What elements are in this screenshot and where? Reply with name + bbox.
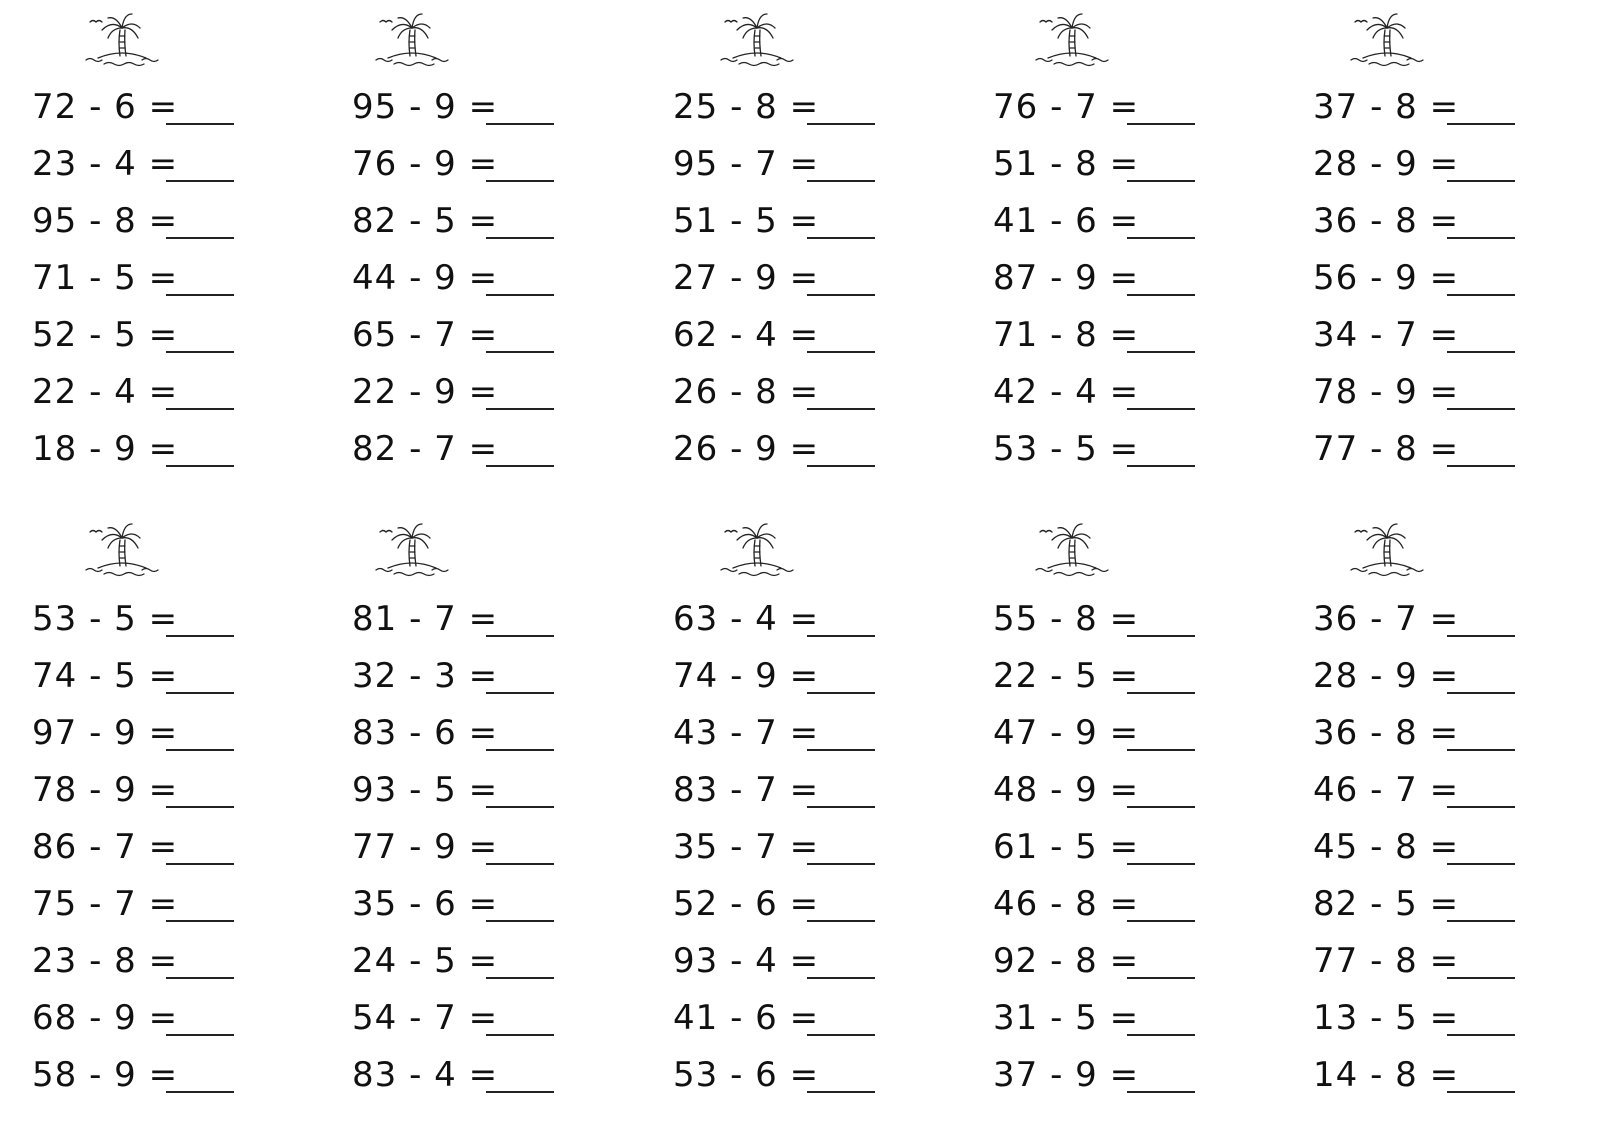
problem-expression: 27 - 9 = (673, 258, 820, 298)
problem-row (1313, 243, 1515, 300)
answer-blank[interactable] (1447, 290, 1515, 296)
problem-row (352, 698, 554, 755)
problem-row (993, 357, 1195, 414)
problem-expression: 93 - 5 = (352, 770, 499, 810)
problem-expression: 47 - 9 = (993, 713, 1140, 753)
problem-expression: 93 - 4 = (673, 941, 820, 981)
problem-expression: 14 - 8 = (1313, 1055, 1460, 1095)
problem-expression: 13 - 5 = (1313, 998, 1460, 1038)
problem-row (32, 755, 234, 812)
answer-blank[interactable] (166, 176, 234, 182)
problem-expression: 23 - 4 = (32, 144, 179, 184)
answer-blank[interactable] (166, 347, 234, 353)
answer-blank[interactable] (1127, 461, 1195, 467)
problem-expression: 81 - 7 = (352, 599, 499, 639)
answer-blank[interactable] (1127, 290, 1195, 296)
answer-blank[interactable] (807, 347, 875, 353)
problem-expression: 74 - 5 = (32, 656, 179, 696)
answer-blank[interactable] (1447, 688, 1515, 694)
problem-expression: 42 - 4 = (993, 372, 1140, 412)
answer-blank[interactable] (486, 461, 554, 467)
problem-row (673, 300, 875, 357)
problem-expression: 77 - 9 = (352, 827, 499, 867)
problem-row (1313, 698, 1515, 755)
answer-blank[interactable] (166, 119, 234, 125)
answer-blank[interactable] (807, 631, 875, 637)
problem-row (673, 926, 875, 983)
problem-row (993, 755, 1195, 812)
answer-blank[interactable] (166, 1030, 234, 1036)
answer-blank[interactable] (166, 290, 234, 296)
palm-island-icon (715, 518, 799, 578)
problem-expression: 92 - 8 = (993, 941, 1140, 981)
answer-blank[interactable] (807, 802, 875, 808)
problem-row (1313, 186, 1515, 243)
answer-blank[interactable] (166, 1087, 234, 1093)
problem-row (673, 983, 875, 1040)
problem-expression: 26 - 9 = (673, 429, 820, 469)
answer-blank[interactable] (166, 233, 234, 239)
problem-expression: 44 - 9 = (352, 258, 499, 298)
answer-blank[interactable] (486, 631, 554, 637)
problem-row (32, 300, 234, 357)
answer-blank[interactable] (486, 176, 554, 182)
problem-row (1313, 414, 1515, 471)
answer-blank[interactable] (1127, 404, 1195, 410)
problem-row (993, 1040, 1195, 1097)
problem-row (673, 584, 875, 641)
answer-blank[interactable] (1447, 347, 1515, 353)
problem-expression: 35 - 6 = (352, 884, 499, 924)
problem-row (32, 869, 234, 926)
problem-expression: 78 - 9 = (32, 770, 179, 810)
answer-blank[interactable] (807, 290, 875, 296)
problem-row (673, 1040, 875, 1097)
problem-expression: 54 - 7 = (352, 998, 499, 1038)
answer-blank[interactable] (486, 973, 554, 979)
problem-row (352, 129, 554, 186)
answer-blank[interactable] (1447, 176, 1515, 182)
problem-row (673, 186, 875, 243)
problem-expression: 87 - 9 = (993, 258, 1140, 298)
problem-column (1313, 584, 1515, 1097)
answer-blank[interactable] (166, 802, 234, 808)
problem-row (1313, 926, 1515, 983)
problem-column (1313, 72, 1515, 471)
answer-blank[interactable] (486, 347, 554, 353)
problem-expression: 78 - 9 = (1313, 372, 1460, 412)
problem-expression: 77 - 8 = (1313, 941, 1460, 981)
problem-expression: 61 - 5 = (993, 827, 1140, 867)
answer-blank[interactable] (1447, 1030, 1515, 1036)
answer-blank[interactable] (1447, 631, 1515, 637)
problem-row (32, 641, 234, 698)
problem-row (1313, 755, 1515, 812)
palm-island-icon (1345, 8, 1429, 68)
problem-expression: 36 - 8 = (1313, 713, 1460, 753)
answer-blank[interactable] (807, 859, 875, 865)
problem-row (993, 926, 1195, 983)
problem-column (352, 584, 554, 1097)
problem-row (32, 414, 234, 471)
problem-row (993, 869, 1195, 926)
problem-row (352, 357, 554, 414)
palm-island-icon (80, 8, 164, 68)
answer-blank[interactable] (1127, 1030, 1195, 1036)
problem-row (1313, 357, 1515, 414)
problem-row (1313, 641, 1515, 698)
problem-expression: 23 - 8 = (32, 941, 179, 981)
answer-blank[interactable] (1447, 233, 1515, 239)
problem-row (993, 414, 1195, 471)
problem-expression: 75 - 7 = (32, 884, 179, 924)
answer-blank[interactable] (486, 745, 554, 751)
answer-blank[interactable] (1127, 859, 1195, 865)
answer-blank[interactable] (166, 916, 234, 922)
problem-row (993, 72, 1195, 129)
problem-expression: 95 - 7 = (673, 144, 820, 184)
answer-blank[interactable] (1447, 745, 1515, 751)
problem-expression: 45 - 8 = (1313, 827, 1460, 867)
problem-row (352, 812, 554, 869)
answer-blank[interactable] (486, 119, 554, 125)
problem-row (993, 243, 1195, 300)
problem-row (993, 641, 1195, 698)
problem-expression: 35 - 7 = (673, 827, 820, 867)
answer-blank[interactable] (807, 688, 875, 694)
problem-expression: 53 - 5 = (993, 429, 1140, 469)
problem-row (32, 129, 234, 186)
answer-blank[interactable] (807, 176, 875, 182)
problem-row (352, 926, 554, 983)
problem-row (993, 129, 1195, 186)
palm-island-icon (1345, 518, 1429, 578)
problem-row (352, 755, 554, 812)
problem-row (993, 812, 1195, 869)
problem-row (32, 357, 234, 414)
answer-blank[interactable] (1127, 233, 1195, 239)
problem-expression: 51 - 8 = (993, 144, 1140, 184)
problem-expression: 83 - 4 = (352, 1055, 499, 1095)
answer-blank[interactable] (486, 290, 554, 296)
problem-expression: 82 - 5 = (1313, 884, 1460, 924)
problem-row (673, 357, 875, 414)
problem-expression: 31 - 5 = (993, 998, 1140, 1038)
problem-expression: 46 - 7 = (1313, 770, 1460, 810)
problem-row (1313, 300, 1515, 357)
answer-blank[interactable] (807, 119, 875, 125)
answer-blank[interactable] (1127, 688, 1195, 694)
answer-blank[interactable] (1127, 119, 1195, 125)
problem-expression: 65 - 7 = (352, 315, 499, 355)
problem-row (1313, 983, 1515, 1040)
problem-expression: 18 - 9 = (32, 429, 179, 469)
answer-blank[interactable] (166, 688, 234, 694)
problem-row (993, 983, 1195, 1040)
problem-row (993, 300, 1195, 357)
problem-expression: 74 - 9 = (673, 656, 820, 696)
answer-blank[interactable] (486, 1087, 554, 1093)
answer-blank[interactable] (486, 802, 554, 808)
problem-expression: 86 - 7 = (32, 827, 179, 867)
problem-expression: 95 - 8 = (32, 201, 179, 241)
problem-expression: 26 - 8 = (673, 372, 820, 412)
problem-row (673, 869, 875, 926)
problem-row (32, 186, 234, 243)
palm-island-icon (370, 518, 454, 578)
answer-blank[interactable] (486, 859, 554, 865)
problem-row (352, 72, 554, 129)
answer-blank[interactable] (1447, 1087, 1515, 1093)
problem-expression: 71 - 5 = (32, 258, 179, 298)
problem-row (673, 755, 875, 812)
problem-row (352, 243, 554, 300)
problem-column (32, 72, 234, 471)
problem-expression: 63 - 4 = (673, 599, 820, 639)
problem-row (32, 812, 234, 869)
problem-row (32, 698, 234, 755)
problem-row (1313, 1040, 1515, 1097)
answer-blank[interactable] (1127, 802, 1195, 808)
problem-expression: 52 - 6 = (673, 884, 820, 924)
problem-expression: 55 - 8 = (993, 599, 1140, 639)
problem-row (352, 186, 554, 243)
problem-expression: 53 - 5 = (32, 599, 179, 639)
problem-row (1313, 869, 1515, 926)
problem-expression: 28 - 9 = (1313, 656, 1460, 696)
problem-row (32, 72, 234, 129)
problem-expression: 22 - 5 = (993, 656, 1140, 696)
problem-expression: 72 - 6 = (32, 87, 179, 127)
problem-row (32, 243, 234, 300)
problem-row (673, 129, 875, 186)
problem-expression: 41 - 6 = (673, 998, 820, 1038)
problem-expression: 68 - 9 = (32, 998, 179, 1038)
problem-expression: 41 - 6 = (993, 201, 1140, 241)
answer-blank[interactable] (1447, 859, 1515, 865)
problem-expression: 97 - 9 = (32, 713, 179, 753)
answer-blank[interactable] (1127, 916, 1195, 922)
problem-expression: 62 - 4 = (673, 315, 820, 355)
problem-row (32, 926, 234, 983)
problem-expression: 82 - 7 = (352, 429, 499, 469)
answer-blank[interactable] (1447, 916, 1515, 922)
problem-row (1313, 812, 1515, 869)
problem-row (352, 1040, 554, 1097)
problem-expression: 76 - 7 = (993, 87, 1140, 127)
problem-row (32, 1040, 234, 1097)
problem-row (32, 983, 234, 1040)
problem-row (673, 414, 875, 471)
problem-row (993, 186, 1195, 243)
answer-blank[interactable] (486, 233, 554, 239)
answer-blank[interactable] (486, 916, 554, 922)
problem-expression: 22 - 4 = (32, 372, 179, 412)
answer-blank[interactable] (486, 688, 554, 694)
problem-row (1313, 72, 1515, 129)
problem-expression: 34 - 7 = (1313, 315, 1460, 355)
answer-blank[interactable] (1447, 973, 1515, 979)
answer-blank[interactable] (1127, 347, 1195, 353)
problem-expression: 43 - 7 = (673, 713, 820, 753)
problem-row (352, 983, 554, 1040)
answer-blank[interactable] (486, 404, 554, 410)
problem-column (352, 72, 554, 471)
problem-expression: 58 - 9 = (32, 1055, 179, 1095)
problem-expression: 28 - 9 = (1313, 144, 1460, 184)
answer-blank[interactable] (166, 859, 234, 865)
answer-blank[interactable] (1127, 631, 1195, 637)
problem-row (32, 584, 234, 641)
answer-blank[interactable] (166, 461, 234, 467)
problem-expression: 71 - 8 = (993, 315, 1140, 355)
problem-column (993, 72, 1195, 471)
answer-blank[interactable] (1127, 745, 1195, 751)
problem-row (673, 72, 875, 129)
palm-island-icon (1030, 8, 1114, 68)
answer-blank[interactable] (1447, 461, 1515, 467)
palm-island-icon (715, 8, 799, 68)
problem-expression: 22 - 9 = (352, 372, 499, 412)
problem-expression: 77 - 8 = (1313, 429, 1460, 469)
answer-blank[interactable] (1447, 802, 1515, 808)
answer-blank[interactable] (807, 1087, 875, 1093)
problem-column (993, 584, 1195, 1097)
problem-expression: 48 - 9 = (993, 770, 1140, 810)
answer-blank[interactable] (1447, 119, 1515, 125)
problem-expression: 32 - 3 = (352, 656, 499, 696)
answer-blank[interactable] (166, 404, 234, 410)
answer-blank[interactable] (1127, 1087, 1195, 1093)
palm-island-icon (80, 518, 164, 578)
problem-expression: 83 - 7 = (673, 770, 820, 810)
problem-expression: 56 - 9 = (1313, 258, 1460, 298)
problem-expression: 83 - 6 = (352, 713, 499, 753)
problem-row (993, 698, 1195, 755)
answer-blank[interactable] (166, 973, 234, 979)
problem-row (352, 641, 554, 698)
problem-expression: 36 - 7 = (1313, 599, 1460, 639)
problem-expression: 51 - 5 = (673, 201, 820, 241)
problem-row (352, 584, 554, 641)
problem-row (673, 641, 875, 698)
problem-column (32, 584, 234, 1097)
answer-blank[interactable] (807, 233, 875, 239)
palm-island-icon (1030, 518, 1114, 578)
problem-row (1313, 584, 1515, 641)
answer-blank[interactable] (807, 461, 875, 467)
problem-expression: 52 - 5 = (32, 315, 179, 355)
answer-blank[interactable] (166, 631, 234, 637)
problem-expression: 46 - 8 = (993, 884, 1140, 924)
problem-expression: 76 - 9 = (352, 144, 499, 184)
problem-row (673, 812, 875, 869)
problem-expression: 37 - 8 = (1313, 87, 1460, 127)
problem-expression: 36 - 8 = (1313, 201, 1460, 241)
problem-expression: 53 - 6 = (673, 1055, 820, 1095)
answer-blank[interactable] (807, 1030, 875, 1036)
problem-row (352, 300, 554, 357)
answer-blank[interactable] (807, 745, 875, 751)
problem-column (673, 584, 875, 1097)
problem-row (673, 243, 875, 300)
problem-expression: 24 - 5 = (352, 941, 499, 981)
problem-row (993, 584, 1195, 641)
palm-island-icon (370, 8, 454, 68)
problem-row (1313, 129, 1515, 186)
answer-blank[interactable] (486, 1030, 554, 1036)
problem-row (352, 414, 554, 471)
answer-blank[interactable] (807, 973, 875, 979)
problem-expression: 95 - 9 = (352, 87, 499, 127)
answer-blank[interactable] (1447, 404, 1515, 410)
answer-blank[interactable] (807, 404, 875, 410)
problem-expression: 25 - 8 = (673, 87, 820, 127)
problem-expression: 82 - 5 = (352, 201, 499, 241)
answer-blank[interactable] (166, 745, 234, 751)
problem-expression: 37 - 9 = (993, 1055, 1140, 1095)
answer-blank[interactable] (1127, 973, 1195, 979)
problem-row (352, 869, 554, 926)
answer-blank[interactable] (1127, 176, 1195, 182)
answer-blank[interactable] (807, 916, 875, 922)
problem-row (673, 698, 875, 755)
problem-column (673, 72, 875, 471)
